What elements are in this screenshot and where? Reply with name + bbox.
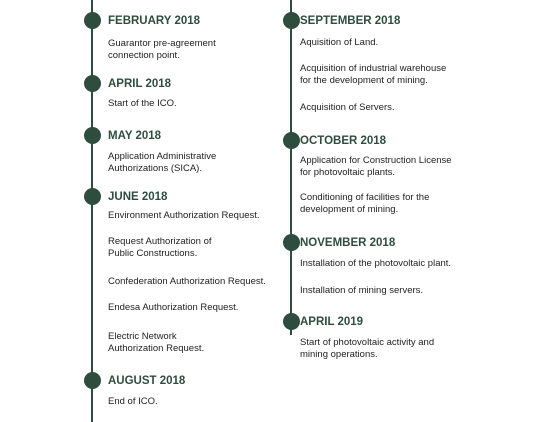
milestone-date: OCTOBER 2018 xyxy=(300,135,387,147)
milestone-item: Start of photovoltaic activity and mining operations. xyxy=(300,337,435,360)
milestone-date: NOVEMBER 2018 xyxy=(300,237,396,249)
milestone-item: Acquisition of Servers. xyxy=(300,102,395,113)
timeline-dot xyxy=(283,234,300,251)
milestone-date: MAY 2018 xyxy=(108,130,162,142)
timeline-dot xyxy=(84,75,101,92)
timeline-line xyxy=(290,0,292,335)
milestone-item: Application Administrative Authorizations (SICA). xyxy=(108,151,217,174)
milestone-item: Conditioning of facilities for the development of mining. xyxy=(300,192,430,215)
milestone-date: SEPTEMBER 2018 xyxy=(300,15,401,27)
milestone-item: Aquisition of Land. xyxy=(300,37,379,48)
timeline-dot xyxy=(84,372,101,389)
milestone-date: AUGUST 2018 xyxy=(108,375,186,387)
milestone-item: Application for Construction License for photovoltaic plants. xyxy=(300,155,452,178)
timeline-line xyxy=(91,0,93,422)
timeline-dot xyxy=(84,12,101,29)
milestone-item: Installation of mining servers. xyxy=(300,285,424,296)
milestone-item: Request Authorization of Public Constructions. xyxy=(108,236,212,259)
milestone-date: FEBRUARY 2018 xyxy=(108,15,201,27)
timeline-left-column xyxy=(0,0,270,422)
milestone-item: End of ICO. xyxy=(108,396,158,407)
timeline-dot xyxy=(283,12,300,29)
milestone-date: APRIL 2018 xyxy=(108,78,172,90)
timeline-dot xyxy=(84,188,101,205)
milestone-item: Electric Network Authorization Request. xyxy=(108,331,205,354)
milestone-date: APRIL 2019 xyxy=(300,316,364,328)
milestone-item: Endesa Authorization Request. xyxy=(108,302,239,313)
milestone-item: Installation of the photovoltaic plant. xyxy=(300,258,452,269)
milestone-item: Environment Authorization Request. xyxy=(108,210,260,221)
milestone-item: Guarantor pre-agreement connection point. xyxy=(108,38,216,61)
milestone-date: JUNE 2018 xyxy=(108,191,168,203)
timeline-dot xyxy=(84,127,101,144)
timeline-right-column xyxy=(270,0,546,422)
milestone-item: Acquisition of industrial warehouse for the development of mining. xyxy=(300,63,447,86)
milestone-item: Confederation Authorization Request. xyxy=(108,276,266,287)
timeline-dot xyxy=(283,132,300,149)
milestone-item: Start of the ICO. xyxy=(108,98,177,109)
timeline-dot xyxy=(283,313,300,330)
